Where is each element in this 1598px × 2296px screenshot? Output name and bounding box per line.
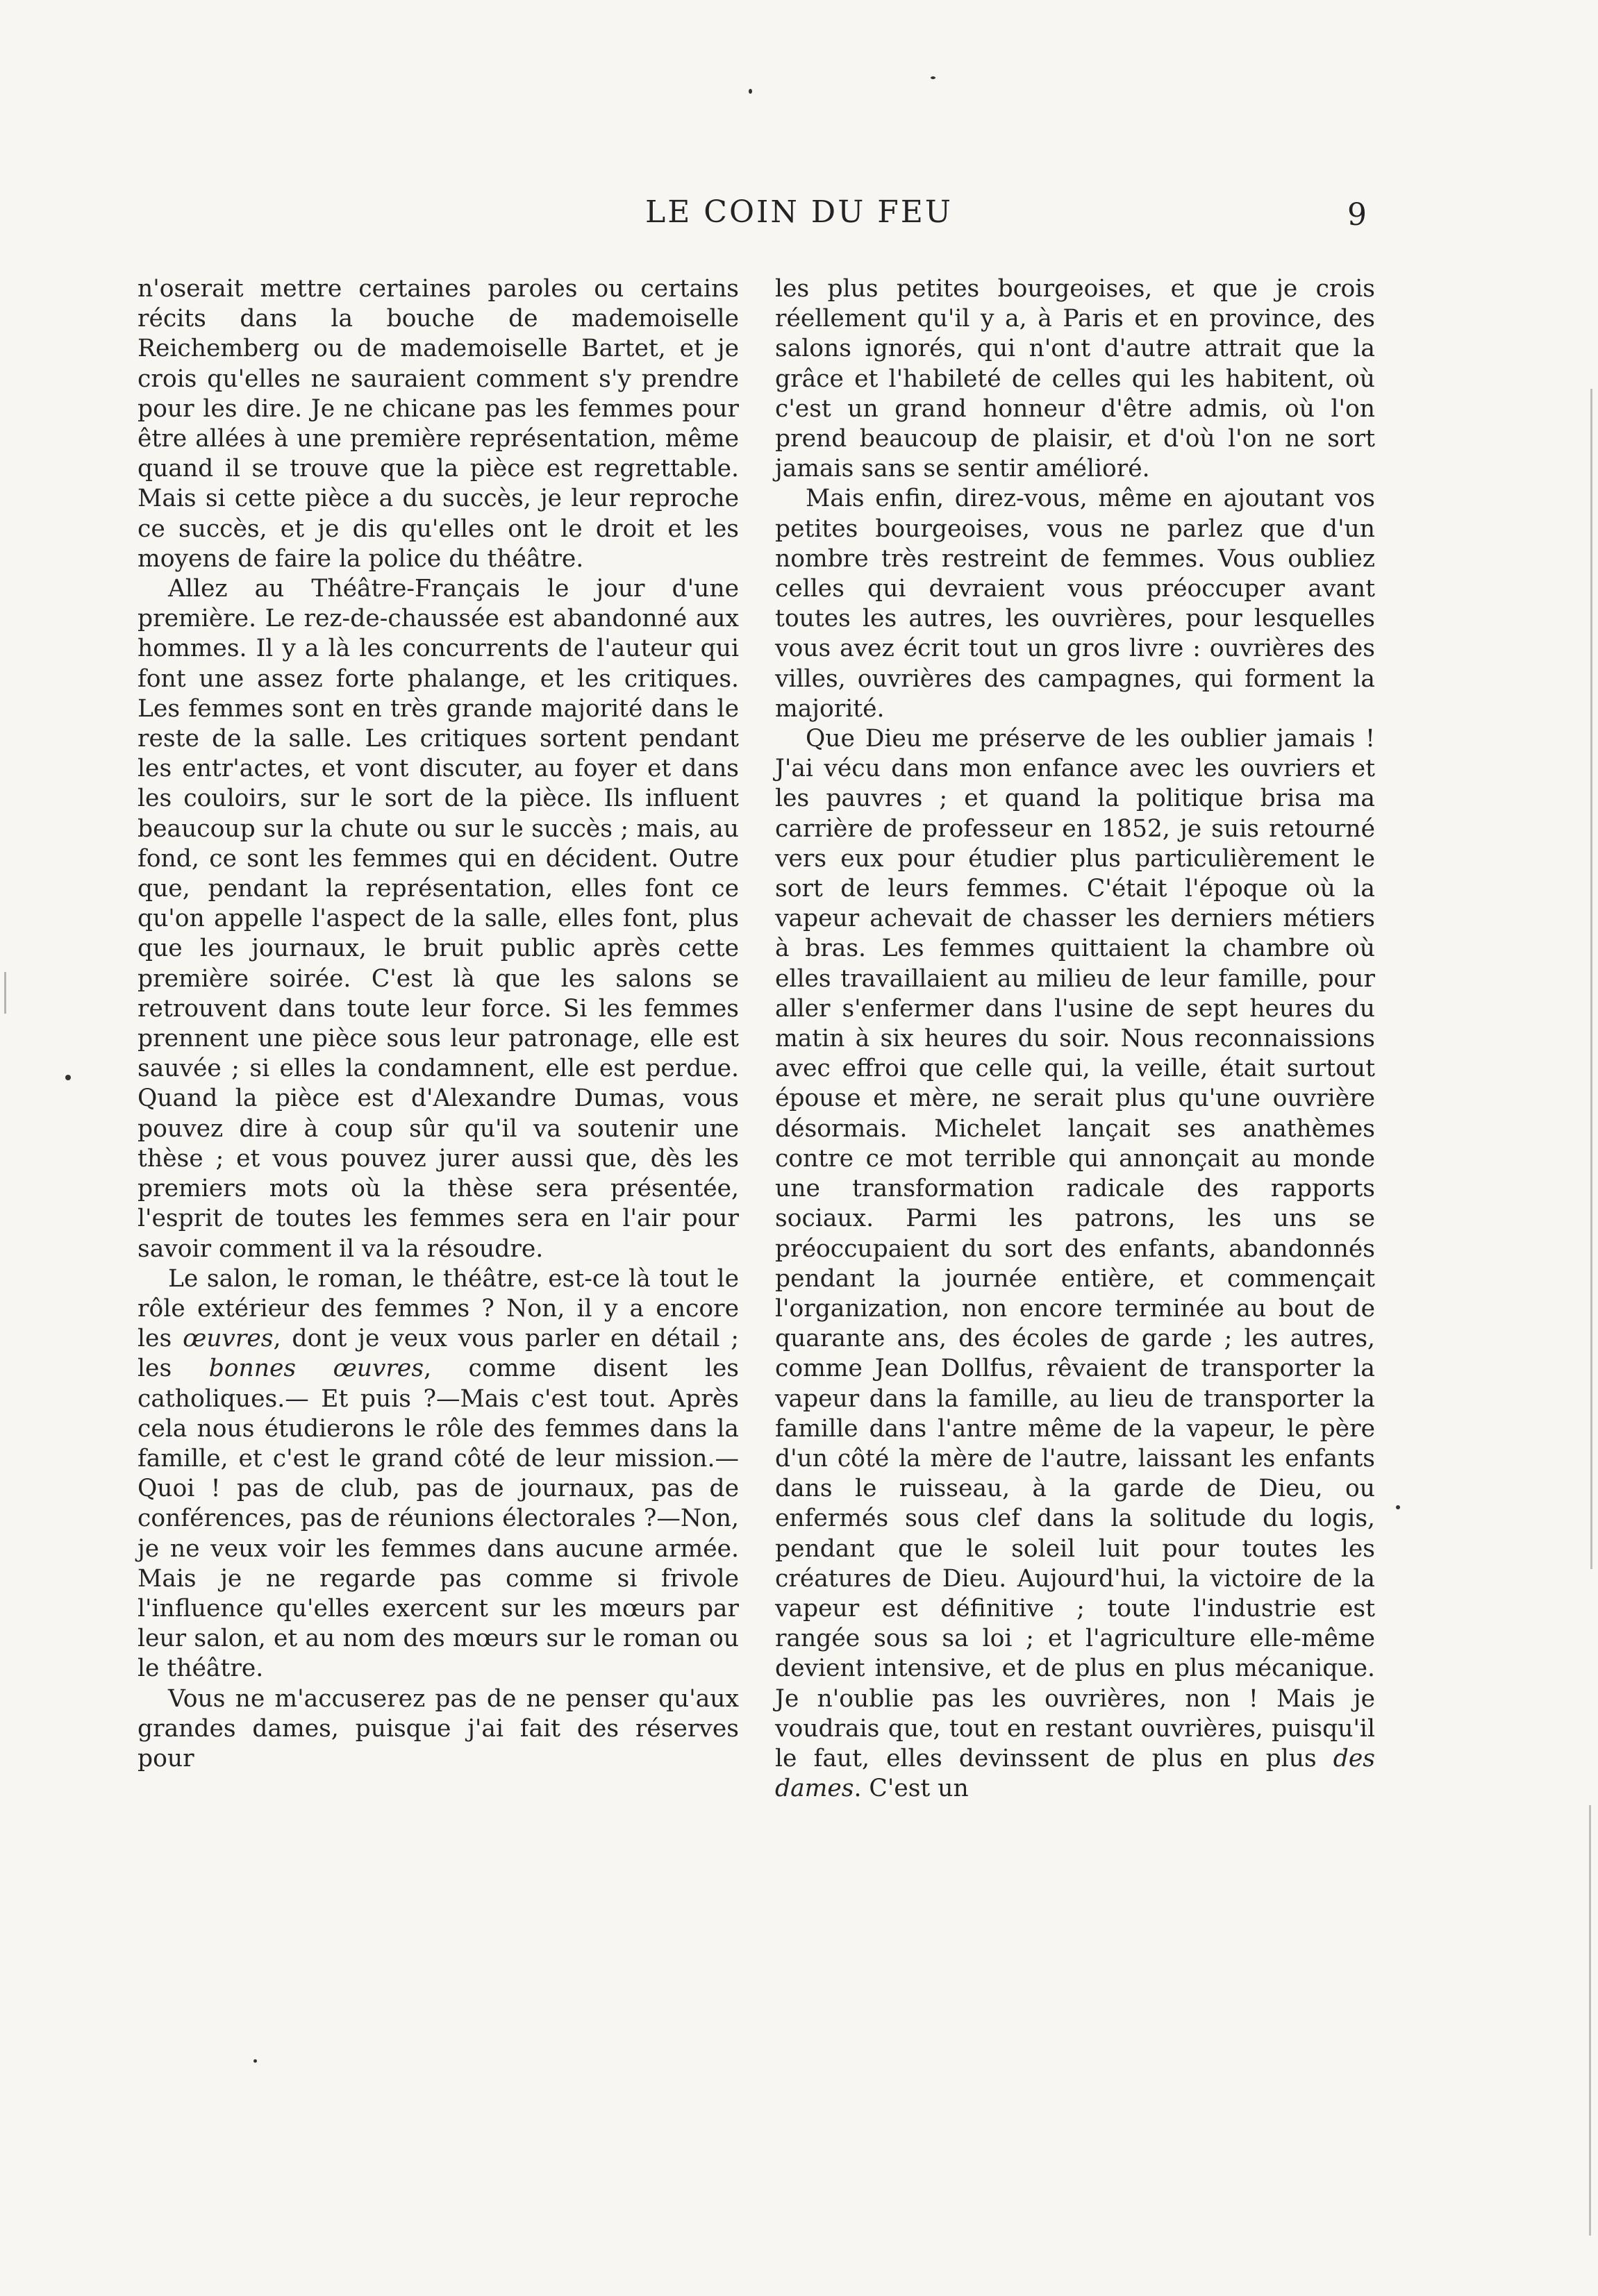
page-number: 9 [1347,197,1367,233]
scan-edge-mark [1589,1805,1591,2236]
left-paragraph-3 [138,1264,739,1684]
left-p3-text-b: , dont je veux vous parler en détail ; les [138,1325,739,1383]
scan-edge-mark [1590,389,1592,1569]
scan-speck [749,89,752,94]
right-paragraph-2: Mais enfin, direz-vous, même en ajoutant vos petites bourgeoises, vous ne parlez que d'un nombre très restreint de femmes. Vous oubliez celles qui devraient vous préoccuper avant toutes les autres, les ouvrières, pour lesquelles vous avez écrit tout un gros livre : ouvrières des villes, ouvrières des campagnes, qui forment la majorité. [775,485,1375,723]
left-column [138,274,739,1774]
left-paragraph-1: n'oserait mettre certaines paroles ou certains récits dans la bouche de mademoiselle Reichemberg ou de mademoiselle Bartet, et je crois qu'elles ne sauraient comment s'y prendre pour les dire. Je ne chicane pas les femmes pour être allées à une première représentation, même quand il se trouve que la pièce est regrettable. Mais si cette pièce a du succès, je leur reproche ce succès, et je dis qu'elles ont le droit et les moyens de faire la police du théâtre. [138,275,739,573]
right-p3-text-b: . C'est un [854,1775,969,1803]
left-paragraph-4: Vous ne m'accuserez pas de ne penser qu'aux grandes dames, puisque j'ai fait des réserves pour [138,1684,739,1773]
right-column [775,274,1375,1804]
left-p3-italic-bonnes-oeuvres: bonnes œuvres [208,1355,424,1383]
left-p3-text-c: , comme disent les catholiques.— Et puis ?—Mais c'est tout. Après cela nous étudierons le rôle des femmes dans la famille, et c'est le grand côté de leur mission.—Quoi ! pas de club, pas de journaux, pas de conférences, pas de réunions électorales ?—Non, je ne veux voir les femmes dans aucune armée. Mais je ne regarde pas comme si frivole l'influence qu'elles exercent sur les mœurs par leur salon, et au nom des mœurs sur le roman ou le théâtre. [138,1355,739,1683]
running-title: LE COIN DU FEU [644,194,953,230]
scan-speck [931,76,935,79]
scan-speck [253,2059,257,2063]
left-paragraph-2: Allez au Théâtre-Français le jour d'une première. Le rez-de-chaussée est abandonné aux hommes. Il y a là les concurrents de l'auteur qui font une assez forte phalange, et les critiques. Les femmes sont en très grande majorité dans le reste de la salle. Les critiques sortent pendant les entr'actes, et vont discuter, au foyer et dans les couloirs, sur le sort de la pièce. Ils influent beaucoup sur la chute ou sur le succès ; mais, au fond, ce sont les femmes qui en décident. Outre que, pendant la représentation, elles font ce qu'on appelle l'aspect de la salle, elles font, plus que les journaux, le bruit public après cette première soirée. C'est là que les salons se retrouvent dans toute leur force. Si les femmes prennent une pièce sous leur patronage, elle est sauvée ; si elles la condamnent, elle est perdue. Quand la pièce est d'Alexandre Dumas, vous pouvez dire à coup sûr qu'il va soutenir une thèse ; et vous pouvez jurer aussi que, dès les premiers mots où la thèse sera présentée, l'esprit de toutes les femmes sera en l'air pour savoir comment il va la résoudre. [138,575,739,1263]
left-p3-italic-oeuvres: œuvres [183,1325,274,1353]
scan-edge-mark [4,972,6,1014]
right-p3-italic-des-dames: des dames [775,1744,1375,1803]
right-p3-text-a: Que Dieu me préserve de les oublier jamais ! J'ai vécu dans mon enfance avec les ouvriers et les pauvres ; et quand la politique brisa ma carrière de professeur en 1852, je suis retourné vers eux pour étudier plus particulièrement le sort de leurs femmes. C'était l'époque où la vapeur achevait de chasser les derniers métiers à bras. Les femmes quittaient la chambre où elles travaillaient au milieu de leur famille, pour aller s'enfermer dans l'usine de sept heures du matin à six heures du soir. Nous reconnaissions avec effroi que celle qui, la veille, était surtout épouse et mère, ne serait plus qu'une ouvrière désormais. Michelet lançait ses anathèmes contre ce mot terrible qui annonçait au monde une transformation radicale des rapports sociaux. Parmi les patrons, les uns se préoccupaient du sort des enfants, abandonnés pendant la journée entière, et commençait l'organization, non encore terminée au bout de quarante ans, des écoles de garde ; les autres, comme Jean Dollfus, rêvaient de transporter la vapeur dans la famille, au lieu de transporter la famille dans l'antre même de la vapeur, le père d'un côté la mère de l'autre, laissant les enfants dans le ruisseau, à la garde de Dieu, ou enfermés sous clef dans la solitude du logis, pendant que le soleil luit pour toutes les créatures de Dieu. Aujourd'hui, la victoire de la vapeur est définitive ; toute l'industrie est rangée sous sa loi ; et l'agriculture elle-même devient intensive, et de plus en plus mécanique. Je n'oublie pas les ouvrières, non ! Mais je voudrais que, tout en restant ouvrières, puisqu'il le faut, elles devinssent de plus en plus [775,725,1375,1773]
scan-speck [65,1075,71,1080]
right-paragraph-3 [775,724,1375,1804]
left-p3-text-a: Le salon, le roman, le théâtre, est-ce là tout le rôle extérieur des femmes ? Non, il y a encore les [138,1264,739,1353]
scan-speck [1396,1505,1400,1509]
right-paragraph-1: les plus petites bourgeoises, et que je crois réellement qu'il y a, à Paris et en province, des salons ignorés, qui n'ont d'autre attrait que la grâce et l'habileté de celles qui les habitent, où c'est un grand honneur d'être admis, où l'on prend beaucoup de plaisir, et d'où l'on ne sort jamais sans se sentir amélioré. [775,275,1375,483]
